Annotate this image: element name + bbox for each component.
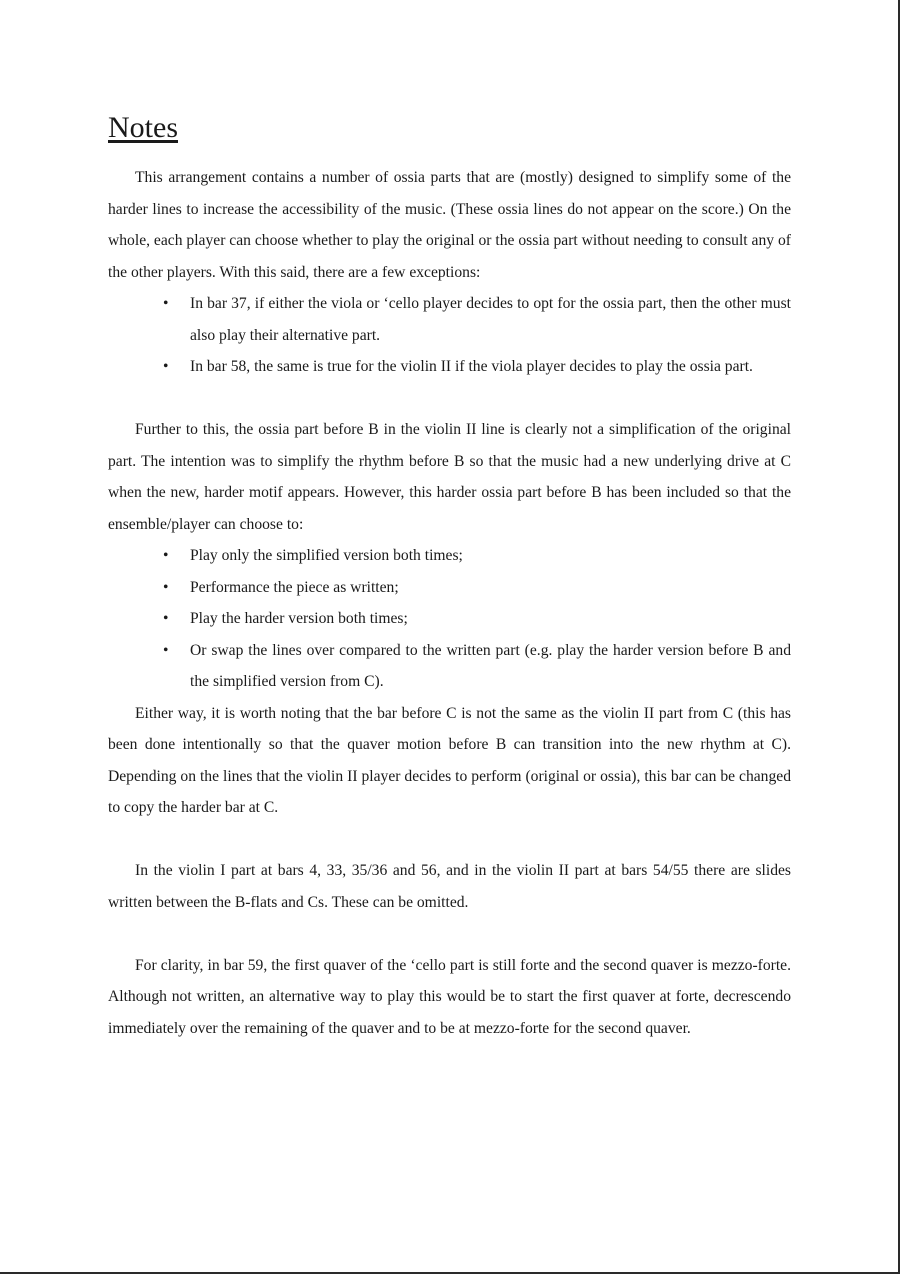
list-item: • In bar 37, if either the viola or ‘cello player decides to opt for the ossia part, then the other must also play their alternative part. (190, 288, 791, 351)
exceptions-list (108, 288, 791, 383)
choices-list (108, 540, 791, 698)
paragraph-clarity: For clarity, in bar 59, the first quaver of the ‘cello part is still forte and the second quaver is mezzo-forte. Although not written, an alternative way to play this would be to start the first quaver at forte, decrescendo immediately over the remaining of the quaver and to be at mezzo-forte for the second quaver. (108, 956, 791, 1037)
spacer (108, 383, 791, 415)
bullet-icon: • (163, 610, 169, 627)
bullet-icon: • (163, 641, 169, 659)
paragraph-ossia-violin: Further to this, the ossia part before B in the violin II line is clearly not a simplification of the original part. The intention was to simplify the rhythm before B so that the music had a new underlying drive at C when the new, harder motif appears. However, this harder ossia part before B has been included so that the ensemble/player can choose to: (108, 421, 791, 533)
paragraph-bar-before-c: Either way, it is worth noting that the bar before C is not the same as the violin II part from C (this has been done intentionally so that the quaver motion before B can transition into the new rhythm at C). Depending on the lines that the violin II player decides to perform (original or ossia), this bar can be changed to copy the harder bar at C. (108, 704, 791, 816)
list-item: • Play only the simplified version both times; (190, 540, 791, 572)
paragraph-slides: In the violin I part at bars 4, 33, 35/36 and 56, and in the violin II part at bars 54/55 there are slides written between the B-flats and Cs. These can be omitted. (108, 862, 791, 911)
spacer (108, 918, 791, 950)
document-body (108, 108, 791, 1044)
list-item: • In bar 58, the same is true for the violin II if the viola player decides to play the ossia part. (190, 351, 791, 383)
list-item: • Play the harder version both times; (190, 603, 791, 635)
spacer (108, 824, 791, 856)
bullet-icon: • (163, 295, 169, 312)
page-title: Notes (108, 111, 178, 144)
bullet-icon: • (163, 578, 169, 596)
list-item: • Performance the piece as written; (190, 572, 791, 604)
paragraph-intro: This arrangement contains a number of ossia parts that are (mostly) designed to simplify some of the harder lines to increase the accessibility of the music. (These ossia lines do not appear on the score.) On the whole, each player can choose whether to play the original or the ossia part without needing to consult any of the other players. With this said, there are a few exceptions: (108, 169, 791, 281)
bullet-icon: • (163, 358, 169, 375)
list-item: • Or swap the lines over compared to the written part (e.g. play the harder version before B and the simplified version from C). (190, 635, 791, 698)
bullet-icon: • (163, 547, 169, 564)
